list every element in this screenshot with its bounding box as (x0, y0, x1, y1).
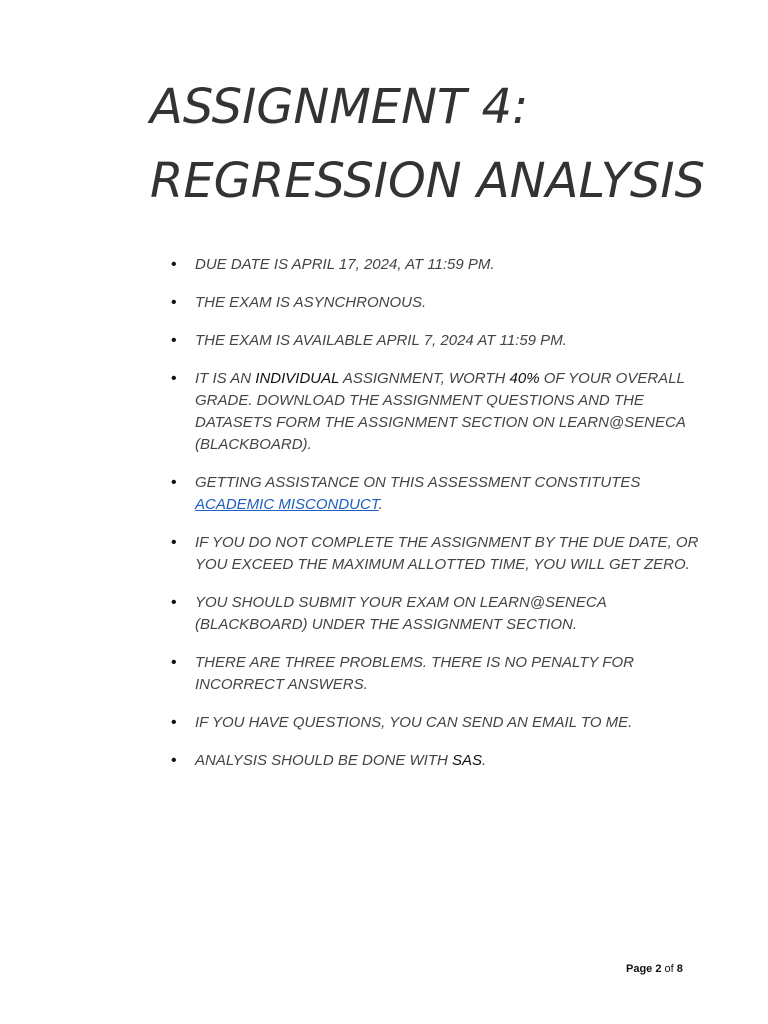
async-text: THE EXAM IS ASYNCHRONOUS. (195, 294, 427, 311)
page-number-footer (626, 963, 683, 975)
list-item (170, 592, 720, 636)
title-line-2: REGRESSION ANALYSIS (150, 153, 706, 209)
list-item (170, 532, 720, 576)
misconduct-post-text: . (378, 496, 383, 513)
list-item (170, 254, 720, 276)
instructions-list (170, 254, 720, 788)
academic-misconduct-link[interactable]: ACADEMIC MISCONDUCT (195, 496, 379, 513)
page-current: 2 (655, 963, 662, 975)
page-total: 8 (676, 963, 683, 975)
zero-grade-text: IF YOU DO NOT COMPLETE THE ASSIGNMENT BY THE DUE DATE, OR YOU EXCEED THE MAXIMUM ALLOTTED TIME, YOU WILL GET ZERO. (195, 534, 699, 573)
analysis-post-text: . (482, 752, 487, 769)
individual-mid-text: ASSIGNMENT, WORTH (339, 370, 510, 387)
of-word: of (664, 963, 674, 975)
sas-emphasis: SAS (452, 752, 483, 769)
page-word: Page (626, 963, 653, 975)
due-date-text: DUE DATE IS APRIL 17, 2024, AT 11:59 PM. (195, 256, 495, 273)
list-item (170, 292, 720, 314)
list-item (170, 712, 720, 734)
individual-post-text: OF YOUR OVERALL GRADE. DOWNLOAD THE ASSIGNMENT QUESTIONS AND THE DATASETS FORM THE ASSIGNMENT SECTION ON LEARN@SENECA (BLACKBOARD). (195, 370, 686, 453)
availability-text: THE EXAM IS AVAILABLE APRIL 7, 2024 AT 11:59 PM. (195, 332, 567, 349)
weight-emphasis: 40% (509, 370, 540, 387)
submission-text: YOU SHOULD SUBMIT YOUR EXAM ON LEARN@SENECA (BLACKBOARD) UNDER THE ASSIGNMENT SECTION. (195, 594, 607, 633)
list-item (170, 472, 720, 516)
page-title (150, 70, 750, 218)
list-item (170, 368, 720, 456)
misconduct-pre-text: GETTING ASSISTANCE ON THIS ASSESSMENT CONSTITUTES (195, 474, 641, 491)
individual-emphasis: INDIVIDUAL (255, 370, 340, 387)
title-line-1: ASSIGNMENT 4: (150, 79, 529, 135)
list-item (170, 750, 720, 772)
analysis-pre-text: ANALYSIS SHOULD BE DONE WITH (195, 752, 453, 769)
individual-pre-text: IT IS AN (195, 370, 256, 387)
questions-text: IF YOU HAVE QUESTIONS, YOU CAN SEND AN EMAIL TO ME. (195, 714, 633, 731)
list-item (170, 652, 720, 696)
problems-text: THERE ARE THREE PROBLEMS. THERE IS NO PENALTY FOR INCORRECT ANSWERS. (195, 654, 634, 693)
list-item (170, 330, 720, 352)
